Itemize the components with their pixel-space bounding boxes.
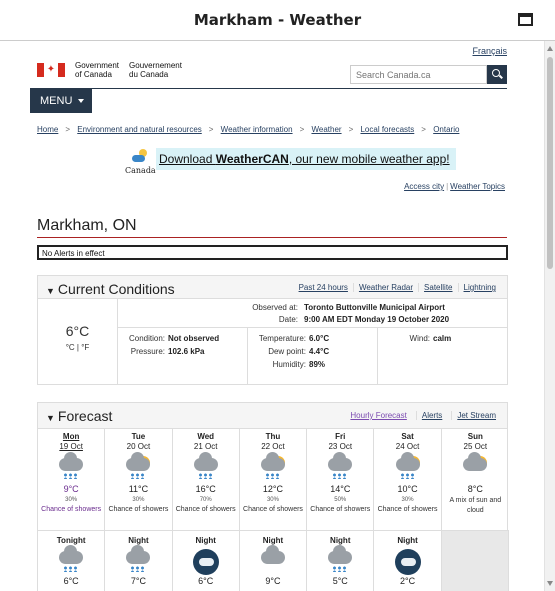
weather-radar-link[interactable]: Weather Radar (353, 283, 418, 292)
day-high-temp: 10°C (397, 484, 418, 494)
breadcrumb: Home > Environment and natural resources > Weather information > Weather > Local forecasts > Ontario (37, 125, 460, 134)
day-high-temp: 8°C (467, 484, 483, 494)
weather-topics-link[interactable]: Weather Topics (450, 182, 505, 191)
search-input[interactable] (350, 65, 487, 84)
night-low-temp: 2°C (399, 576, 416, 586)
breadcrumb-weather[interactable]: Weather (311, 125, 342, 134)
forecast-header (38, 403, 507, 429)
forecast-day[interactable] (374, 429, 441, 531)
forecast-night[interactable] (374, 531, 441, 591)
day-condition: Chance of showers (175, 506, 236, 513)
breadcrumb-environment[interactable]: Environment and natural resources (77, 125, 202, 134)
day-pop: 30% (132, 497, 145, 503)
night-low-temp: 9°C (265, 576, 281, 586)
day-condition: Chance of showers (108, 506, 169, 513)
current-temp-block: 6°C °C | °F (38, 299, 118, 385)
condition-value: Not observed (168, 334, 220, 343)
day-name: Sat (401, 432, 414, 441)
humidity-value: 89% (309, 360, 326, 369)
weathercan-download-link[interactable]: Download WeatherCAN, our new mobile weather app! (156, 148, 456, 170)
cloud-rain-icon (57, 456, 85, 482)
day-date: 24 Oct (395, 442, 420, 451)
past-24-hours-link[interactable]: Past 24 hours (298, 283, 348, 292)
dewpoint-value: 4.4°C (309, 347, 330, 356)
day-high-temp: 11°C (128, 484, 149, 494)
access-city-link[interactable]: Access city (404, 182, 445, 191)
forecast-day[interactable] (240, 429, 307, 531)
day-date: 20 Oct (126, 442, 151, 451)
current-temp: 6°C (65, 323, 90, 339)
day-name: Thu (265, 432, 281, 441)
wind-value: calm (433, 334, 452, 343)
canada-flag-icon: ✦ (37, 63, 65, 77)
forecast-night[interactable] (173, 531, 240, 591)
pressure-label: Pressure: (130, 347, 165, 356)
current-conditions-title: Current Conditions (57, 281, 175, 297)
window-titlebar (0, 0, 555, 41)
night-name: Tonight (56, 536, 86, 545)
humidity-label: Humidity: (272, 360, 306, 369)
night-name: Night (397, 536, 418, 545)
night-name: Night (330, 536, 351, 545)
day-pop: 30% (401, 497, 414, 503)
day-condition: Chance of showers (41, 506, 102, 513)
night-low-temp: 7°C (130, 576, 146, 586)
night-name: Night (262, 536, 284, 545)
triangle-down-icon: ▼ (46, 286, 55, 296)
date-value: 9:00 AM EDT Monday 19 October 2020 (304, 315, 450, 324)
sun-cloud-rain-icon (124, 456, 152, 482)
conditions-grid (118, 328, 507, 385)
forecast-day[interactable] (38, 429, 105, 531)
night-name: Night (195, 536, 216, 545)
breadcrumb-home[interactable]: Home (37, 125, 59, 134)
day-date: 23 Oct (328, 442, 353, 451)
site-search (350, 65, 507, 84)
window-title: Markham - Weather (193, 11, 362, 29)
condition-label: Condition: (128, 334, 165, 343)
language-link[interactable]: Français (472, 46, 507, 56)
day-condition: Chance of showers (243, 506, 303, 513)
header-rule (30, 88, 507, 89)
forecast-panel (37, 402, 508, 591)
day-high-temp: 9°C (63, 484, 79, 494)
day-name: Sun (467, 432, 483, 441)
moon-cloud-icon (192, 549, 220, 575)
title-rule (37, 237, 507, 238)
day-high-temp: 12°C (262, 484, 284, 494)
scrollbar-thumb[interactable] (547, 57, 553, 269)
day-name: Wed (197, 432, 215, 441)
forecast-night[interactable] (38, 531, 105, 591)
night-low-temp: 5°C (332, 576, 348, 586)
wind-label: Wind: (409, 334, 430, 343)
current-conditions-header (38, 276, 507, 299)
day-pop: 50% (334, 497, 347, 503)
forecast-day[interactable] (173, 429, 240, 531)
sun-cloud-rain-icon (394, 456, 422, 482)
forecast-toggle[interactable] (46, 408, 112, 424)
day-date: 22 Oct (261, 442, 285, 451)
forecast-day[interactable] (442, 429, 509, 531)
jet-stream-link[interactable]: Jet Stream (451, 411, 501, 420)
forecast-day[interactable] (307, 429, 374, 531)
day-date: 19 Oct (59, 442, 83, 451)
window-mode-icon[interactable] (518, 13, 533, 26)
date-label: Date: (278, 315, 298, 324)
cloud-rain-icon (326, 549, 354, 575)
breadcrumb-local-forecasts[interactable]: Local forecasts (360, 125, 415, 134)
forecast-day[interactable] (105, 429, 172, 531)
day-condition: Chance of showers (377, 506, 438, 513)
current-conditions-toggle[interactable] (46, 281, 175, 297)
unit-fahrenheit-toggle[interactable]: °F (81, 343, 90, 352)
day-pop: 70% (199, 497, 212, 503)
page-title: Markham, ON (37, 217, 137, 234)
lightning-link[interactable]: Lightning (458, 283, 501, 292)
pressure-value: 102.6 kPa (168, 347, 205, 356)
weathercan-promo (125, 148, 456, 175)
day-date: 21 Oct (193, 442, 218, 451)
hourly-forecast-link[interactable]: Hourly Forecast (350, 411, 407, 420)
dewpoint-label: Dew point: (268, 347, 306, 356)
forecast-night[interactable] (105, 531, 172, 591)
cloud-icon (259, 549, 287, 575)
temperature-label: Temperature: (258, 334, 306, 343)
observation-info (118, 299, 507, 328)
day-date: 25 Oct (463, 442, 488, 451)
chevron-down-icon (78, 99, 84, 103)
night-low-temp: 6°C (198, 576, 214, 586)
day-name: Tue (131, 432, 146, 441)
menu-label: MENU (40, 95, 73, 108)
day-high-temp: 16°C (195, 484, 216, 494)
current-conditions-panel (37, 275, 508, 385)
alerts-link[interactable]: Alerts (416, 411, 447, 420)
page-content (0, 41, 544, 591)
day-high-temp: 14°C (330, 484, 351, 494)
unit-celsius-toggle[interactable]: °C (65, 343, 75, 352)
day-pop: 30% (266, 497, 279, 503)
temperature-value: 6.0°C (309, 334, 330, 343)
night-name: Night (128, 536, 149, 545)
day-condition: A mix of sun and cloud (449, 497, 502, 514)
page-scrollbar[interactable] (544, 41, 555, 591)
day-name: Mon (62, 432, 80, 441)
cloud-rain-icon (192, 456, 220, 482)
weathercan-logo-icon: Canada (125, 148, 153, 175)
triangle-down-icon: ▼ (46, 413, 55, 423)
observed-value: Toronto Buttonville Municipal Airport (304, 303, 445, 312)
scroll-up-icon[interactable] (547, 46, 553, 51)
moon-cloud-icon (394, 549, 422, 575)
gov-brand[interactable] (37, 61, 192, 79)
cloud-rain-icon (326, 456, 354, 482)
gov-name-fr: Gouvernement du Canada (129, 61, 182, 79)
sun-cloud-rain-icon (259, 456, 287, 482)
cloud-rain-icon (57, 549, 85, 575)
day-pop: 30% (65, 497, 78, 503)
breadcrumb-ontario[interactable]: Ontario (433, 125, 460, 134)
search-button[interactable] (487, 65, 507, 84)
forecast-night-empty (442, 531, 509, 591)
gov-name-en: Government of Canada (75, 61, 120, 79)
satellite-link[interactable]: Satellite (418, 283, 457, 292)
alert-banner: No Alerts in effect (37, 245, 508, 260)
night-low-temp: 6°C (63, 576, 79, 586)
forecast-title: Forecast (57, 408, 113, 424)
forecast-nights-row (38, 531, 509, 591)
forecast-night[interactable] (307, 531, 374, 591)
forecast-days-row (38, 429, 509, 531)
scroll-down-icon[interactable] (547, 581, 553, 586)
observed-label: Observed at: (252, 303, 298, 312)
menu-button[interactable] (30, 88, 92, 113)
forecast-night[interactable] (240, 531, 307, 591)
cloud-rain-icon (124, 549, 152, 575)
day-name: Fri (335, 432, 346, 441)
day-condition: Chance of showers (310, 506, 371, 513)
page-top-links: Access city | Weather Topics (404, 182, 505, 191)
breadcrumb-weather-info[interactable]: Weather information (220, 125, 293, 134)
sun-cloud-icon (461, 456, 489, 482)
